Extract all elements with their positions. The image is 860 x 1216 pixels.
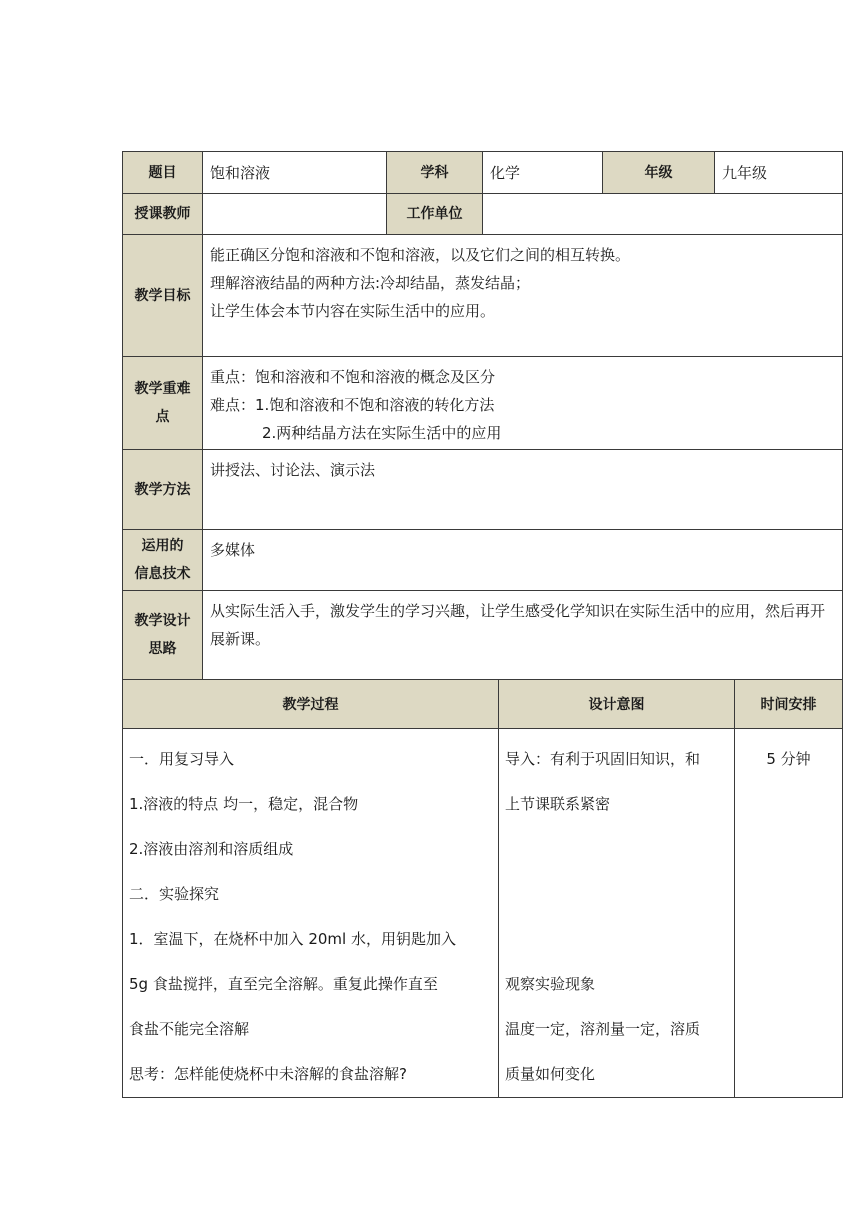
process-body-row [123,729,843,1098]
grade-value: 九年级 [715,152,843,194]
teacher-row [123,194,843,235]
intent-line: 质量如何变化 [505,1065,596,1083]
process-line: 思考：怎样能使烧杯中未溶解的食盐溶解? [129,1065,407,1083]
process-line: 5g 食盐搅拌，直至完全溶解。重复此操作直至 [129,975,438,993]
process-line: 食盐不能完全溶解 [129,1020,250,1038]
objective-line: 能正确区分饱和溶液和不饱和溶液，以及它们之间的相互转换。 [210,246,631,264]
tech-value: 多媒体 [203,530,843,591]
lesson-plan-document [122,151,842,1098]
methods-row [123,450,843,530]
subject-label: 题目 [123,152,203,194]
process-line: 二．实验探究 [129,885,220,903]
process-line: 2.溶液由溶剂和溶质组成 [129,840,294,858]
keypoints-label [123,357,203,450]
design-label-line2: 思路 [148,641,177,657]
process-header-row [123,680,843,729]
intent-line: 观察实验现象 [505,975,596,993]
tech-label [123,530,203,591]
methods-label: 教学方法 [123,450,203,530]
objectives-row [123,235,843,357]
intent-line [505,917,728,962]
design-row [123,591,843,680]
unit-label: 工作单位 [387,194,483,235]
process-line: 一．用复习导入 [129,750,235,768]
objective-line: 理解溶液结晶的两种方法:冷却结晶，蒸发结晶； [210,274,531,292]
keypoints-label-line1: 教学重难 [134,381,191,397]
unit-value [483,194,843,235]
keypoints-label-line2: 点 [155,409,170,425]
keypoints-content [203,357,843,450]
time-header: 时间安排 [735,680,843,729]
time-value: 5 分钟 [766,750,811,768]
design-value [203,591,843,680]
process-table [122,679,843,1098]
info-table [122,151,843,680]
process-content [123,729,499,1098]
tech-row [123,530,843,591]
intent-header: 设计意图 [499,680,735,729]
intent-content [499,729,735,1098]
objectives-content [203,235,843,357]
grade-label: 年级 [603,152,715,194]
design-label-line1: 教学设计 [134,613,191,629]
time-content [735,729,843,1098]
keypoint-line: 难点：1.饱和溶液和不饱和溶液的转化方法 [210,396,495,414]
design-text: 从实际生活入手，激发学生的学习兴趣，让学生感受化学知识在实际生活中的应用，然后再开展新课。 [210,602,826,648]
keypoints-row [123,357,843,450]
teacher-value [203,194,387,235]
intent-line [505,827,728,872]
methods-value: 讲授法、讨论法、演示法 [203,450,843,530]
tech-label-line2: 信息技术 [134,566,191,582]
intent-line: 温度一定，溶剂量一定，溶质 [505,1020,701,1038]
intent-line [505,872,728,917]
tech-label-line1: 运用的 [141,538,184,554]
subject-value: 饱和溶液 [203,152,387,194]
objectives-label: 教学目标 [123,235,203,357]
teacher-label: 授课教师 [123,194,203,235]
discipline-value: 化学 [483,152,603,194]
discipline-label: 学科 [387,152,483,194]
intent-line: 导入：有利于巩固旧知识，和 [505,750,701,768]
objective-line: 让学生体会本节内容在实际生活中的应用。 [210,302,496,320]
process-header: 教学过程 [123,680,499,729]
design-label [123,591,203,680]
process-line: 1.溶液的特点 均一，稳定，混合物 [129,795,359,813]
process-line: 1．室温下，在烧杯中加入 20ml 水，用钥匙加入 [129,930,456,948]
intent-line: 上节课联系紧密 [505,795,611,813]
keypoint-line: 重点：饱和溶液和不饱和溶液的概念及区分 [210,368,496,386]
keypoint-line: 2.两种结晶方法在实际生活中的应用 [262,424,502,442]
subject-row [123,152,843,194]
